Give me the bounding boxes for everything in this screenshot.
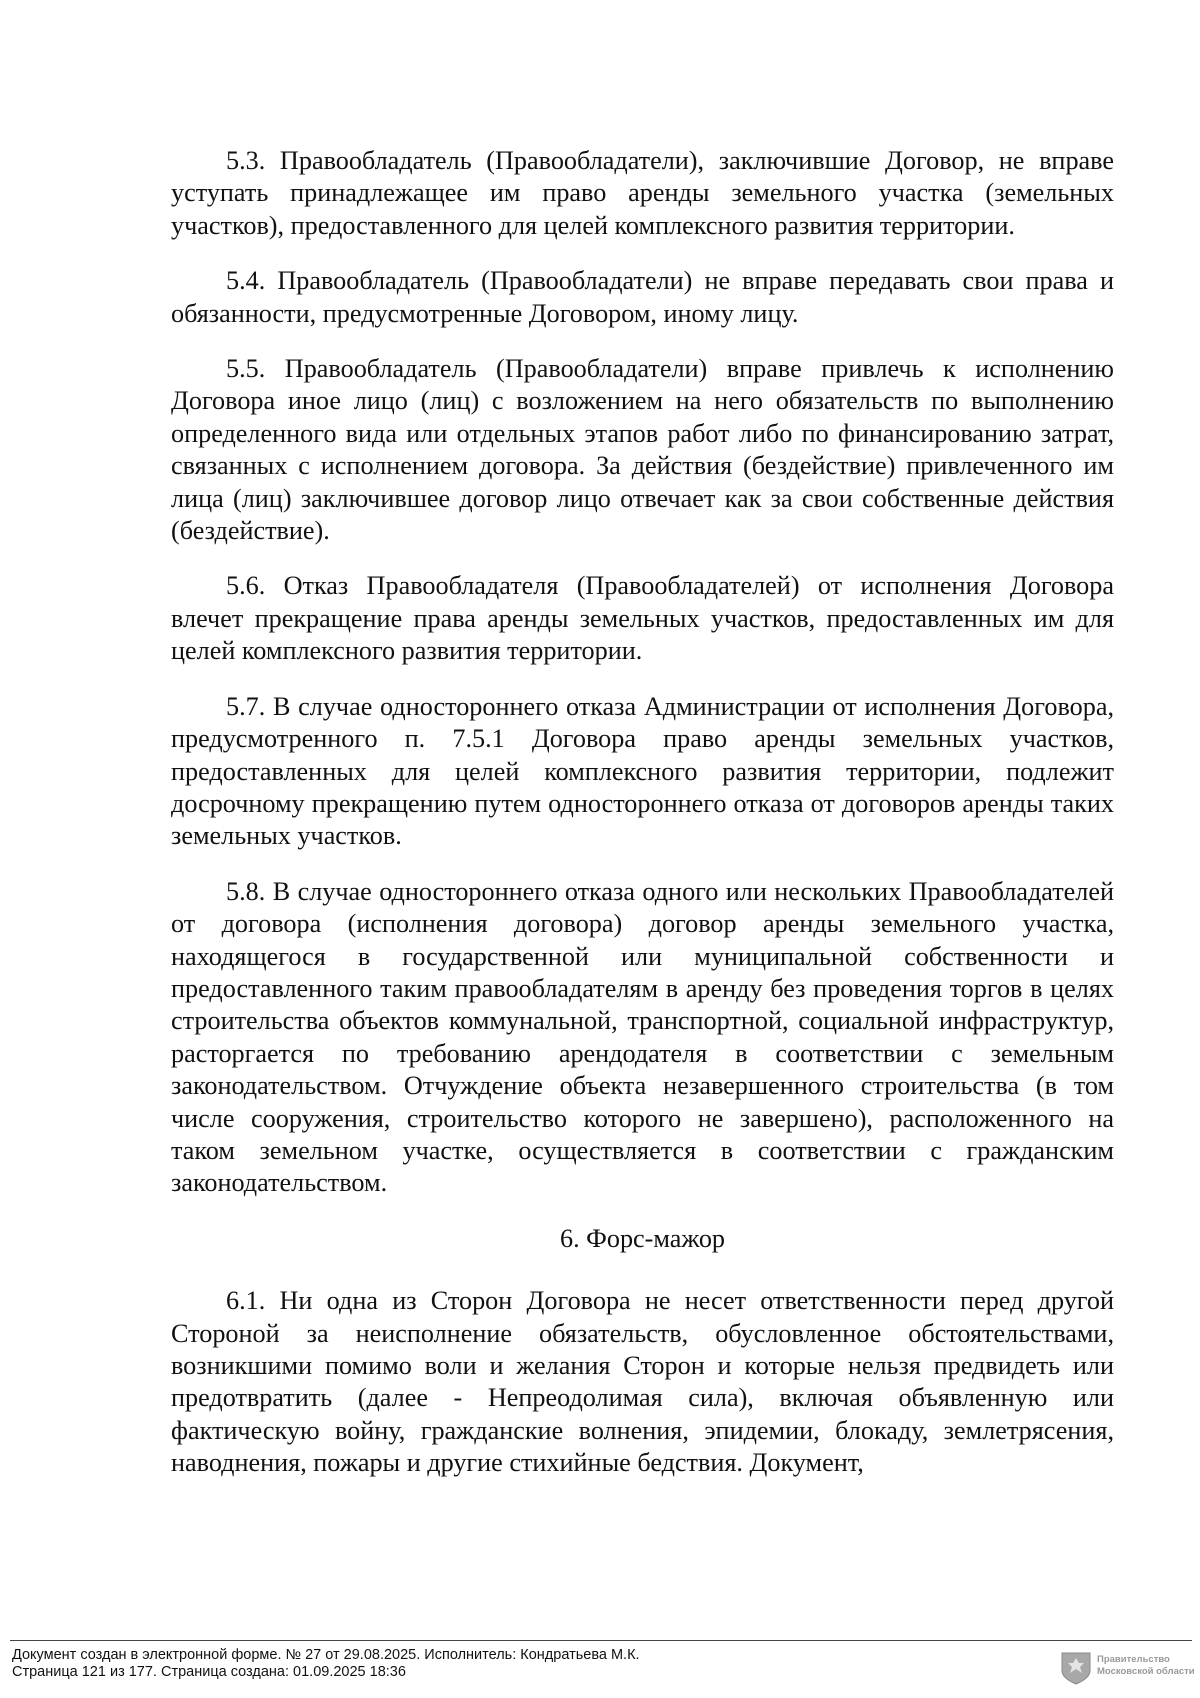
page-footer: [0, 1640, 1200, 1698]
clause-5-4: 5.4. Правообладатель (Правообладатели) не вправе передавать свои права и обязанности, предусмотренные Договором, иному лицу.: [171, 266, 1114, 328]
clause-6-1: 6.1. Ни одна из Сторон Договора не несет ответственности перед другой Стороной за неисполнение обязательств, обусловленное обстоятельствами, возникшими помимо воли и желания Сторон и которые нельзя предвидеть или предотвратить (далее - Непреодолимая сила), включая объявленную или фактическую войну, гражданские волнения, эпидемии, блокаду, землетрясения, наводнения, пожары и другие стихийные бедствия. Документ,: [171, 1286, 1114, 1478]
footer-page-info: Страница 121 из 177. Страница создана: 01.09.2025 18:36: [12, 1664, 406, 1680]
clause-5-8: 5.8. В случае одностороннего отказа одного или нескольких Правообладателей от договора (исполнения договора) договор аренды земельного участка, находящегося в государственной или муниципальной собственности и предоставленного таким правообладателям в аренду без проведения торгов в целях строительства объектов коммунальной, транспортной, социальной инфраструктур, расторгается по требованию арендодателя в соответствии с земельным законодательством. Отчуждение объекта незавершенного строительства (в том числе сооружения, строительство которого не завершено), расположенного на таком земельном участке, осуществляется в соответствии с гражданским законодательством.: [171, 876, 1114, 1198]
government-logo: [1060, 1645, 1196, 1691]
clause-5-3: 5.3. Правообладатель (Правообладатели), заключившие Договор, не вправе уступать принадлежащее им право аренды земельного участка (земельных участков), предоставленного для целей комплексного развития территории.: [171, 146, 1114, 240]
section-heading-force-majeure: 6. Форс-мажор: [559, 1223, 726, 1253]
footer-divider: [10, 1640, 1192, 1641]
clause-5-7: 5.7. В случае одностороннего отказа Администрации от исполнения Договора, предусмотренного п. 7.5.1 Договора право аренды земельных участков, предоставленных для целей комплексного развития территории, подлежит досрочному прекращению путем одностороннего отказа от договоров аренды таких земельных участков.: [171, 691, 1114, 851]
logo-line-2: Московской области: [1097, 1666, 1195, 1677]
clause-5-6: 5.6. Отказ Правообладателя (Правообладателей) от исполнения Договора влечет прекращение права аренды земельных участков, предоставленных им для целей комплексного развития территории.: [171, 571, 1114, 666]
footer-document-info: Документ создан в электронной форме. № 27 от 29.08.2025. Исполнитель: Кондратьева М.К.: [12, 1647, 640, 1663]
document-body: [171, 145, 1114, 1503]
coat-of-arms-icon: [1060, 1651, 1092, 1685]
footer-info: [12, 1647, 640, 1681]
logo-caption: [1097, 1654, 1195, 1678]
logo-line-1: Правительство: [1097, 1654, 1170, 1665]
clause-5-5: 5.5. Правообладатель (Правообладатели) вправе привлечь к исполнению Договора иное лицо (лиц) с возложением на него обязательств по выполнению определенного вида или отдельных этапов работ либо по финансированию затрат, связанных с исполнением договора. За действия (бездействие) привлеченного им лица (лиц) заключившее договор лицо отвечает как за свои собственные действия (бездействие).: [171, 354, 1114, 546]
